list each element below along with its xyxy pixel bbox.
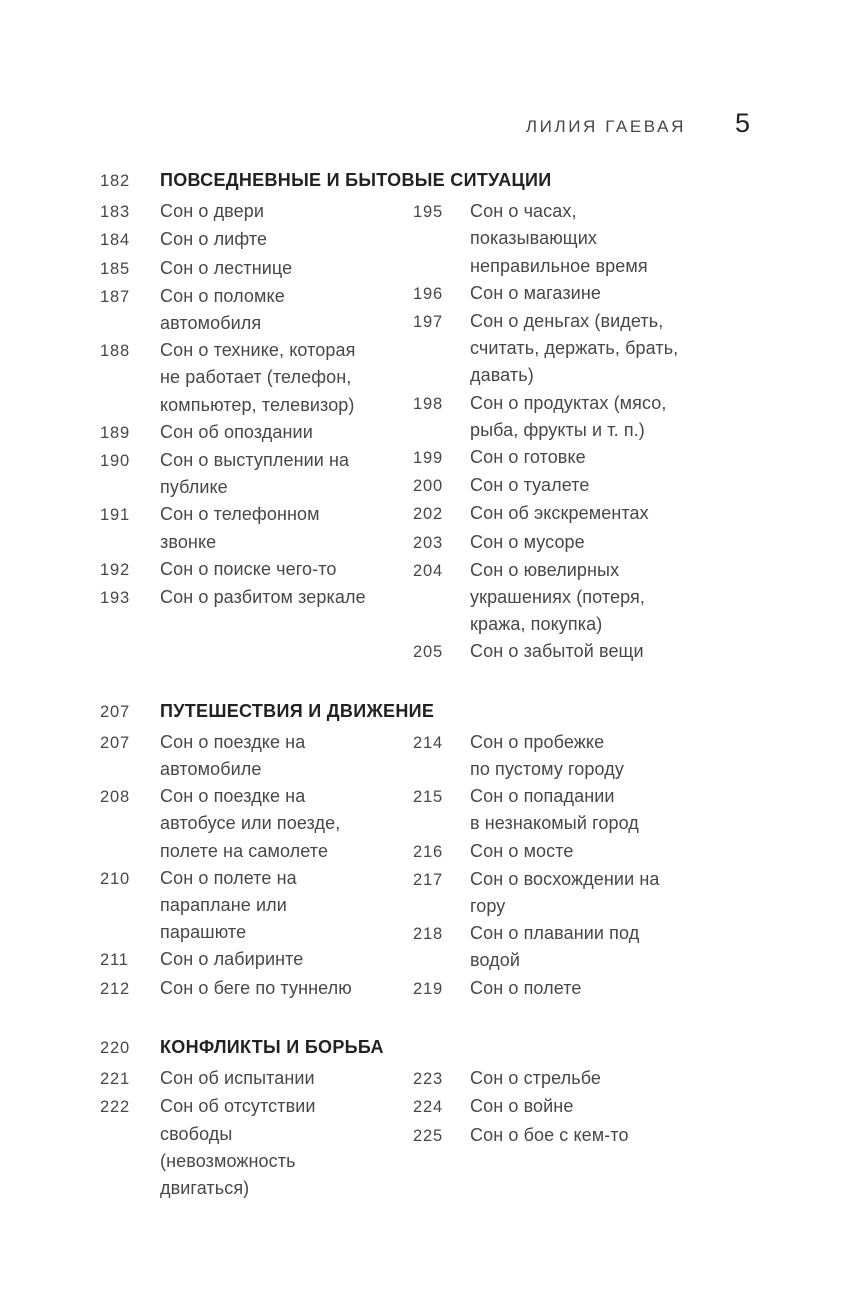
toc-column-right xyxy=(413,1065,760,1202)
entry-title-line: Сон о мусоре xyxy=(470,531,585,552)
entry-page-number: 218 xyxy=(413,925,443,944)
entry-title-line: Сон о часах, xyxy=(470,201,577,222)
entry-page-number: 202 xyxy=(413,505,443,524)
entry-title xyxy=(160,975,352,1003)
toc-column-left xyxy=(100,729,413,1003)
toc-entry xyxy=(100,783,413,865)
entry-page-number: 193 xyxy=(100,589,130,608)
section-columns xyxy=(100,198,760,666)
entry-page-number: 200 xyxy=(413,477,443,496)
author-name: ЛИЛИЯ ГАЕВАЯ xyxy=(525,117,686,136)
entry-title-line: Сон о деньгах (видеть, xyxy=(470,311,664,332)
toc-entry xyxy=(100,337,413,419)
entry-page-number: 215 xyxy=(413,788,443,807)
entry-title-line: автомобиля xyxy=(160,313,262,334)
section-columns xyxy=(100,1065,760,1202)
entry-title-line: Сон о мосте xyxy=(470,840,574,861)
entry-title-line: Сон о поездке на xyxy=(160,786,306,807)
entry-title xyxy=(470,444,586,472)
entry-page-number: 199 xyxy=(413,449,443,468)
toc-entry xyxy=(100,226,413,254)
entry-page-number: 208 xyxy=(100,788,130,807)
entry-title xyxy=(160,419,313,447)
toc-entry xyxy=(413,729,760,783)
toc-entry xyxy=(100,501,413,555)
toc-entry xyxy=(100,283,413,337)
section-title: ПУТЕШЕСТВИЯ И ДВИЖЕНИЕ xyxy=(160,700,435,721)
entry-page-number: 210 xyxy=(100,869,130,888)
entry-page-number: 183 xyxy=(100,203,130,222)
entry-title-line: не работает (телефон, xyxy=(160,367,352,388)
entry-page-number: 190 xyxy=(100,452,130,471)
entry-title-line: Сон о технике, которая xyxy=(160,340,356,361)
entry-title-line: украшениях (потеря, xyxy=(470,587,645,608)
entry-title-line: Сон об экскрементах xyxy=(470,503,649,524)
toc-entry xyxy=(413,557,760,639)
entry-title xyxy=(160,198,264,226)
entry-page-number: 192 xyxy=(100,560,130,579)
entry-title-line: Сон о магазине xyxy=(470,282,601,303)
toc-entry xyxy=(413,1122,760,1150)
entry-title-line: Сон о лабиринте xyxy=(160,949,304,970)
entry-page-number: 195 xyxy=(413,203,443,222)
toc-column-right xyxy=(413,729,760,1003)
entry-title-line: Сон о поломке xyxy=(160,285,285,306)
entry-page-number: 185 xyxy=(100,259,130,278)
entry-page-number: 204 xyxy=(413,561,443,580)
toc-entry xyxy=(413,444,760,472)
entry-title xyxy=(470,280,601,308)
toc-entry xyxy=(413,638,760,666)
entry-title-line: автобусе или поезде, xyxy=(160,813,341,834)
entry-title-line: звонке xyxy=(160,531,217,552)
entry-title xyxy=(470,472,590,500)
toc-column-right xyxy=(413,198,760,666)
entry-page-number: 214 xyxy=(413,733,443,752)
entry-page-number: 197 xyxy=(413,313,443,332)
entry-title-line: гору xyxy=(470,896,506,917)
entry-title-line: Сон о лестнице xyxy=(160,257,293,278)
entry-page-number: 205 xyxy=(413,643,443,662)
toc-entry xyxy=(413,500,760,528)
entry-title xyxy=(470,920,639,974)
toc-entry xyxy=(413,529,760,557)
toc-entry xyxy=(413,838,760,866)
entry-title-line: Сон о лифте xyxy=(160,229,268,250)
entry-page-number: 222 xyxy=(100,1098,130,1117)
entry-title xyxy=(160,1065,315,1093)
toc-entry xyxy=(100,1065,413,1093)
toc-entry xyxy=(100,1093,413,1202)
entry-title xyxy=(470,198,648,280)
entry-title-line: Сон о поиске чего-то xyxy=(160,558,337,579)
entry-title-line: Сон о разбитом зеркале xyxy=(160,587,366,608)
entry-title-line: в незнакомый город xyxy=(470,813,639,834)
entry-title-line: Сон о войне xyxy=(470,1096,574,1117)
entry-title xyxy=(160,584,366,612)
entry-title-line: Сон о двери xyxy=(160,201,265,222)
toc-entry xyxy=(100,556,413,584)
entry-page-number: 211 xyxy=(100,951,129,970)
entry-title xyxy=(160,255,292,283)
entry-title-line: неправильное время xyxy=(470,255,648,276)
entry-page-number: 188 xyxy=(100,342,130,361)
entry-title-line: полете на самолете xyxy=(160,840,329,861)
entry-title-line: Сон об опоздании xyxy=(160,421,313,442)
entry-page-number: 223 xyxy=(413,1070,443,1089)
entry-title xyxy=(160,556,336,584)
entry-title-line: публике xyxy=(160,477,228,498)
toc-section xyxy=(100,167,760,667)
entry-title-line: кража, покупка) xyxy=(470,614,603,635)
entry-title-line: Сон о туалете xyxy=(470,475,590,496)
entry-title xyxy=(470,1122,629,1150)
entry-title xyxy=(470,638,644,666)
entry-title-line: Сон о полете на xyxy=(160,867,297,888)
entry-title-line: Сон о восхождении на xyxy=(470,868,660,889)
toc-entry xyxy=(413,308,760,390)
running-head xyxy=(100,106,750,140)
section-heading xyxy=(100,698,760,726)
entry-title-line: Сон о полете xyxy=(470,977,582,998)
entry-page-number: 212 xyxy=(100,979,130,998)
toc-entry xyxy=(100,946,413,974)
toc-entry xyxy=(100,729,413,783)
toc-entry xyxy=(413,390,760,444)
entry-page-number: 224 xyxy=(413,1098,443,1117)
entry-page-number: 184 xyxy=(100,231,130,250)
entry-title-line: водой xyxy=(470,950,521,971)
entry-title xyxy=(470,557,645,639)
toc-entry xyxy=(100,975,413,1003)
entry-title-line: считать, держать, брать, xyxy=(470,338,679,359)
entry-title-line: параплане или xyxy=(160,895,287,916)
section-columns xyxy=(100,729,760,1003)
entry-title xyxy=(470,500,649,528)
entry-title-line: Сон о плавании под xyxy=(470,923,640,944)
entry-title xyxy=(470,783,639,837)
entry-page-number: 187 xyxy=(100,287,130,306)
entry-title-line: показывающих xyxy=(470,228,597,249)
toc-entry xyxy=(100,584,413,612)
toc-entry xyxy=(413,472,760,500)
toc-entry xyxy=(100,447,413,501)
entry-page-number: 216 xyxy=(413,842,443,861)
entry-page-number: 203 xyxy=(413,533,443,552)
entry-title xyxy=(160,447,349,501)
entry-title xyxy=(470,390,667,444)
toc xyxy=(100,167,760,1202)
entry-page-number: 221 xyxy=(100,1070,130,1089)
entry-page-number: 225 xyxy=(413,1126,443,1145)
entry-page-number: 191 xyxy=(100,506,130,525)
entry-title-line: Сон о поездке на xyxy=(160,731,306,752)
entry-title-line: автомобиле xyxy=(160,759,262,780)
entry-title-line: компьютер, телевизор) xyxy=(160,394,355,415)
section-page-number: 207 xyxy=(100,702,130,721)
entry-title-line: двигаться) xyxy=(160,1177,250,1198)
toc-entry xyxy=(100,865,413,947)
entry-title-line: Сон об отсутствии xyxy=(160,1096,316,1117)
entry-title xyxy=(160,226,267,254)
toc-entry xyxy=(413,1065,760,1093)
entry-title-line: Сон о беге по туннелю xyxy=(160,977,352,998)
page-number: 5 xyxy=(734,108,750,138)
toc-column-left xyxy=(100,198,413,666)
entry-title-line: свободы xyxy=(160,1123,233,1144)
toc-entry xyxy=(413,866,760,920)
toc-entry xyxy=(413,198,760,280)
section-heading xyxy=(100,1034,760,1062)
toc-column-left xyxy=(100,1065,413,1202)
entry-title xyxy=(470,729,624,783)
section-title: КОНФЛИКТЫ И БОРЬБА xyxy=(160,1036,384,1057)
section-page-number: 220 xyxy=(100,1038,130,1057)
entry-page-number: 219 xyxy=(413,979,443,998)
toc-section xyxy=(100,698,760,1003)
toc-entry xyxy=(413,1093,760,1121)
entry-title-line: (невозможность xyxy=(160,1150,296,1171)
toc-entry xyxy=(100,198,413,226)
entry-title xyxy=(470,975,582,1003)
entry-page-number: 207 xyxy=(100,733,130,752)
entry-title-line: Сон о продуктах (мясо, xyxy=(470,392,667,413)
toc-entry xyxy=(100,255,413,283)
entry-title-line: Сон о готовке xyxy=(470,447,586,468)
toc-entry xyxy=(100,419,413,447)
entry-page-number: 189 xyxy=(100,423,130,442)
entry-title xyxy=(160,1093,316,1202)
entry-page-number: 196 xyxy=(413,284,443,303)
entry-title xyxy=(160,337,355,419)
entry-title xyxy=(160,283,285,337)
toc-entry xyxy=(413,920,760,974)
entry-title-line: Сон о выступлении на xyxy=(160,450,350,471)
entry-title-line: Сон о забытой вещи xyxy=(470,641,644,662)
entry-title-line: Сон о ювелирных xyxy=(470,559,620,580)
toc-section xyxy=(100,1034,760,1202)
toc-entry xyxy=(413,783,760,837)
toc-entry xyxy=(413,975,760,1003)
entry-title-line: парашюте xyxy=(160,922,247,943)
entry-title xyxy=(160,946,303,974)
entry-page-number: 198 xyxy=(413,394,443,413)
entry-title xyxy=(470,308,678,390)
entry-title xyxy=(160,501,320,555)
entry-title xyxy=(160,729,305,783)
entry-title-line: Сон о бое с кем-то xyxy=(470,1124,629,1145)
toc-entry xyxy=(413,280,760,308)
entry-title-line: Сон о попадании xyxy=(470,786,615,807)
entry-title-line: по пустому городу xyxy=(470,759,624,780)
section-title: ПОВСЕДНЕВНЫЕ И БЫТОВЫЕ СИТУАЦИИ xyxy=(160,170,552,190)
entry-title-line: давать) xyxy=(470,365,534,386)
entry-title xyxy=(470,866,660,920)
entry-page-number: 217 xyxy=(413,870,443,889)
entry-title-line: Сон об испытании xyxy=(160,1068,315,1089)
entry-title-line: Сон о пробежке xyxy=(470,731,605,752)
entry-title-line: рыба, фрукты и т. п.) xyxy=(470,419,645,440)
entry-title xyxy=(160,865,297,947)
entry-title-line: Сон о стрельбе xyxy=(470,1068,602,1089)
section-heading xyxy=(100,167,760,195)
entry-title xyxy=(470,1093,573,1121)
entry-title xyxy=(470,1065,601,1093)
entry-title xyxy=(470,529,585,557)
entry-title xyxy=(160,783,340,865)
entry-title xyxy=(470,838,574,866)
section-page-number: 182 xyxy=(100,172,130,190)
entry-title-line: Сон о телефонном xyxy=(160,504,320,525)
